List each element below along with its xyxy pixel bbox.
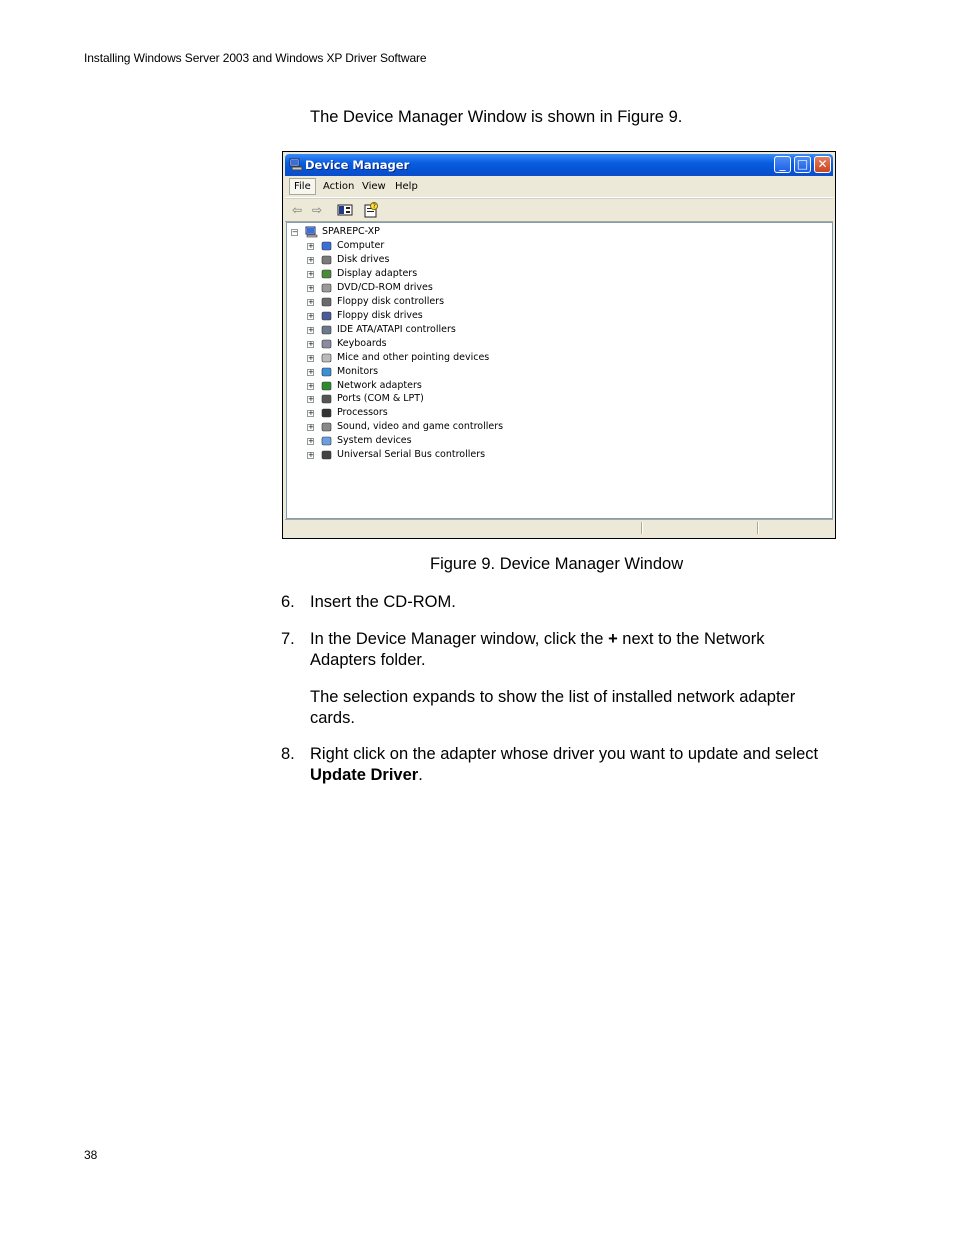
expand-icon[interactable]: + [308, 339, 314, 348]
expand-icon[interactable]: + [308, 437, 314, 446]
step-text-pre: In the Device Manager window, click the [310, 630, 609, 648]
expand-icon[interactable]: + [308, 451, 314, 460]
tree-item-label: Floppy disk drives [337, 309, 423, 321]
tree-item-label: DVD/CD-ROM drives [337, 281, 433, 293]
tree-item-label: Monitors [337, 365, 379, 377]
computer-root-icon [305, 226, 318, 238]
expand-icon[interactable]: + [308, 325, 314, 334]
back-icon[interactable]: ⇦ [291, 203, 303, 217]
tree-item-label: Processors [337, 407, 388, 419]
window-titlebar[interactable] [285, 154, 833, 176]
expand-icon[interactable]: + [308, 242, 314, 250]
properties-icon[interactable] [337, 202, 353, 218]
step-text: Insert the CD-ROM. [310, 593, 456, 611]
expand-icon[interactable]: + [308, 283, 314, 292]
menu-view[interactable]: View [362, 181, 386, 192]
running-header: Installing Windows Server 2003 and Windows XP Driver Software [84, 51, 427, 65]
toolbar [285, 198, 833, 222]
cdrom-icon [320, 282, 333, 294]
expand-icon[interactable]: + [308, 311, 314, 320]
tree-item-label: Ports (COM & LPT) [337, 393, 424, 405]
keyboard-icon [320, 338, 333, 350]
processor-icon [320, 407, 333, 419]
step-text-post: next to the Network Adapters folder. [310, 630, 765, 669]
sound-icon [320, 421, 333, 433]
tree-item-label: Display adapters [337, 267, 418, 279]
status-bar [285, 519, 833, 536]
disk-drive-icon [320, 254, 333, 266]
status-divider [641, 522, 643, 534]
tree-item-label: Computer [337, 240, 385, 251]
device-manager-screenshot [282, 151, 836, 539]
monitor-icon [320, 366, 333, 378]
computer-icon [320, 240, 333, 252]
forward-icon[interactable]: ⇨ [311, 203, 323, 217]
step-text-bold: + [608, 630, 618, 648]
step-7-result: The selection expands to show the list of installed network adapter cards. [310, 688, 796, 727]
tree-root-label: SPAREPC-XP [322, 226, 380, 237]
step-text [310, 744, 850, 785]
menu-help[interactable]: Help [395, 181, 418, 192]
maximize-button[interactable]: □ [794, 156, 811, 173]
network-adapter-icon [320, 380, 333, 392]
expand-icon[interactable]: + [308, 367, 314, 376]
status-divider [757, 522, 759, 534]
expand-icon[interactable]: + [308, 409, 314, 418]
step-text [310, 629, 820, 670]
system-device-icon [320, 435, 333, 447]
step-text-pre: Right click on the adapter whose driver you want to update and select [310, 745, 819, 763]
intro-paragraph: The Device Manager Window is shown in Figure 9. [310, 108, 683, 126]
expand-icon[interactable]: + [308, 423, 314, 432]
tree-item-label: Floppy disk controllers [337, 295, 445, 307]
display-adapter-icon [320, 268, 333, 280]
port-icon [320, 393, 333, 405]
tree-item-label: Mice and other pointing devices [337, 351, 490, 363]
step-number: 6. [281, 593, 295, 611]
step-text-bold: Update Driver [310, 765, 419, 784]
expand-icon[interactable]: + [308, 269, 314, 278]
expand-icon[interactable]: + [308, 395, 314, 404]
expand-icon[interactable]: + [308, 297, 314, 306]
expand-icon[interactable]: + [308, 255, 314, 264]
device-tree[interactable] [286, 222, 833, 519]
expand-icon[interactable]: + [308, 381, 314, 390]
window-title: Device Manager [305, 158, 410, 172]
minimize-button[interactable]: _ [774, 156, 791, 173]
tree-item-label: Disk drives [337, 253, 390, 265]
tree-item-label: Universal Serial Bus controllers [337, 449, 486, 461]
floppy-controller-icon [320, 296, 333, 308]
collapse-root-icon[interactable]: − [292, 228, 298, 236]
ide-controller-icon [320, 324, 333, 336]
step-text-post: . [418, 765, 423, 784]
close-button[interactable]: ✕ [814, 156, 831, 173]
tree-item-label: IDE ATA/ATAPI controllers [337, 323, 456, 335]
menu-bar [285, 177, 833, 198]
tree-item-label: Sound, video and game controllers [337, 421, 504, 433]
usb-icon [320, 449, 333, 461]
step-number: 8. [281, 745, 295, 763]
svg-text:?: ? [372, 203, 376, 210]
floppy-drive-icon [320, 310, 333, 322]
page-number: 38 [84, 1148, 98, 1162]
tree-item-label: Keyboards [337, 337, 387, 349]
tree-item-label: System devices [337, 435, 412, 447]
help-icon[interactable] [363, 202, 379, 218]
menu-file[interactable]: File [289, 178, 316, 195]
menu-action[interactable]: Action [323, 181, 355, 192]
expand-icon[interactable]: + [308, 353, 314, 362]
figure-caption: Figure 9. Device Manager Window [430, 555, 684, 573]
step-number: 7. [281, 630, 295, 648]
device-manager-app-icon [289, 158, 303, 171]
mouse-icon [320, 352, 333, 364]
tree-item-label: Network adapters [337, 379, 422, 391]
